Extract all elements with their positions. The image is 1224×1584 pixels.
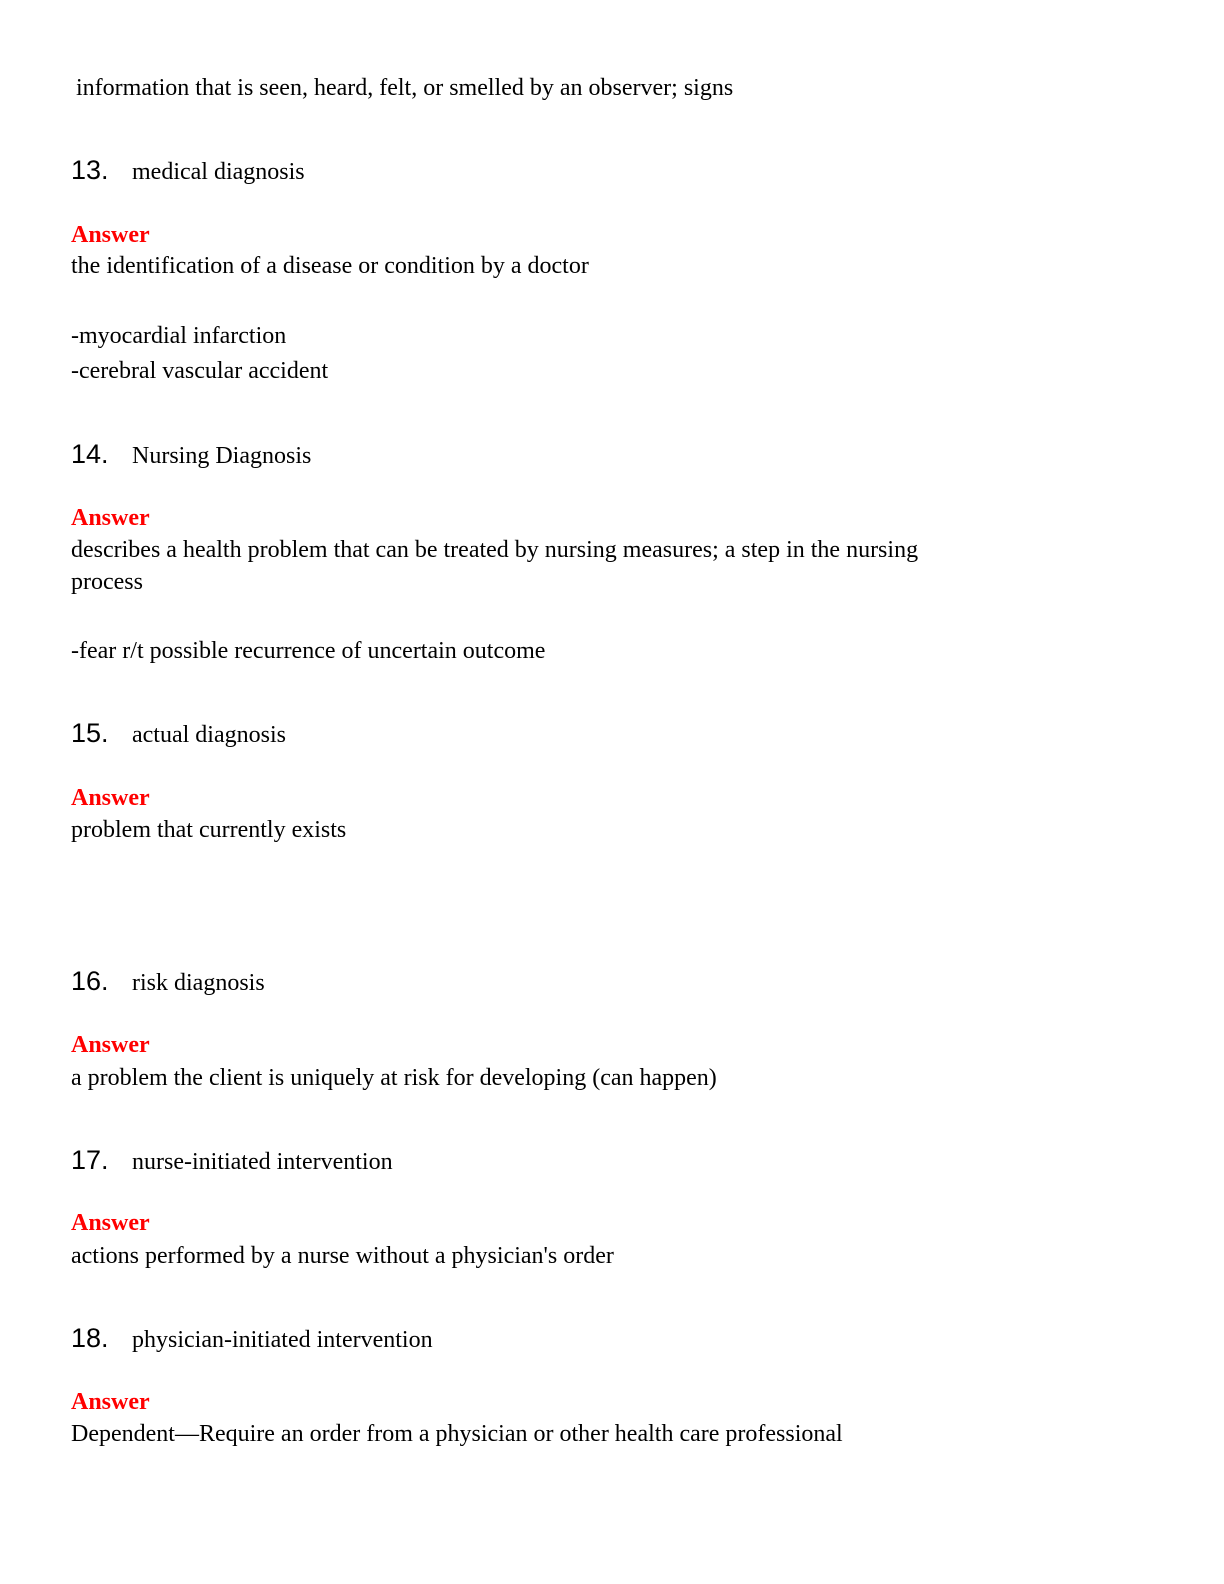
answer-extra-line: -myocardial infarction (71, 323, 287, 349)
question-13 (71, 155, 305, 187)
question-term: risk diagnosis (132, 970, 265, 996)
intro-text: information that is seen, heard, felt, or smelled by an observer; signs (76, 75, 734, 101)
question-number: 13. (71, 155, 109, 185)
question-number: 16. (71, 966, 109, 996)
question-17 (71, 1145, 393, 1177)
answer-label: Answer (71, 1032, 150, 1058)
question-16 (71, 966, 265, 998)
answer-text: a problem the client is uniquely at risk for developing (can happen) (71, 1065, 717, 1091)
question-term: actual diagnosis (132, 722, 286, 748)
question-18 (71, 1323, 433, 1355)
question-term: nurse-initiated intervention (132, 1149, 393, 1175)
answer-text-continued: process (71, 569, 143, 595)
answer-text: the identification of a disease or condition by a doctor (71, 253, 589, 279)
answer-text: problem that currently exists (71, 817, 347, 843)
question-number: 17. (71, 1145, 109, 1175)
question-term: physician-initiated intervention (132, 1327, 433, 1353)
question-14 (71, 439, 311, 471)
answer-text: describes a health problem that can be treated by nursing measures; a step in the nursing (71, 537, 919, 563)
answer-label: Answer (71, 1210, 150, 1236)
question-term: Nursing Diagnosis (132, 443, 312, 469)
answer-label: Answer (71, 1389, 150, 1415)
answer-extra-line: -cerebral vascular accident (71, 358, 329, 384)
question-term: medical diagnosis (132, 159, 305, 185)
question-number: 18. (71, 1323, 109, 1353)
question-number: 15. (71, 718, 109, 748)
answer-label: Answer (71, 222, 150, 248)
answer-label: Answer (71, 785, 150, 811)
answer-label: Answer (71, 505, 150, 531)
answer-extra-line: -fear r/t possible recurrence of uncertain outcome (71, 638, 546, 664)
answer-text: Dependent—Require an order from a physician or other health care professional (71, 1421, 843, 1447)
answer-text: actions performed by a nurse without a physician's order (71, 1243, 614, 1269)
question-15 (71, 718, 286, 750)
question-number: 14. (71, 439, 109, 469)
